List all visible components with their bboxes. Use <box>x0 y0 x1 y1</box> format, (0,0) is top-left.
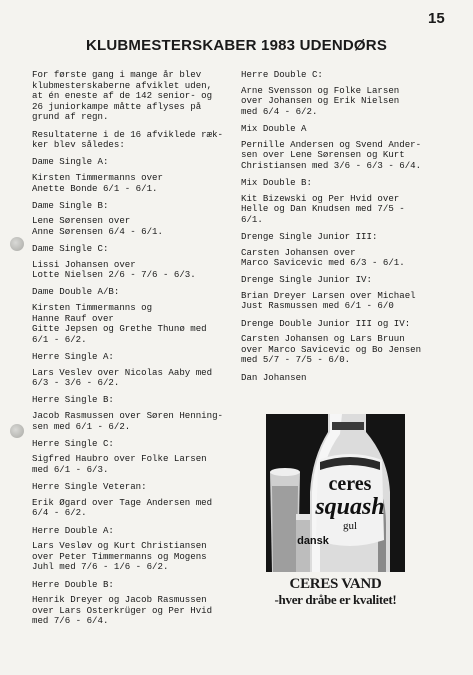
result-line: Juhl med 7/6 - 1/6 - 6/2. <box>32 561 169 573</box>
section-heading: Drenge Single Junior IV: <box>241 274 372 286</box>
result-line: Gitte Jepsen og Grethe Thunø med <box>32 323 207 335</box>
result-line: Jacob Rasmussen over Søren Henning- <box>32 410 223 421</box>
result-section <box>32 157 232 194</box>
result-line: Lotte Nielsen 2/6 - 7/6 - 6/3. <box>32 269 196 281</box>
result-line: over Lars Osterkrüger og Per Hvid <box>32 604 213 616</box>
result-line: Kit Bizewski og Per Hvid over <box>241 192 400 204</box>
ad-slogan-line2: -hver dråbe er kvalitet! <box>274 592 397 607</box>
section-heading: Herre Double C: <box>241 69 323 80</box>
result-line: Christiansen med 3/6 - 6/3 - 6/4. <box>241 159 422 171</box>
bottle-brand-sub: gul <box>342 520 358 532</box>
result-line: over Marco Savicevic og Bo Jensen <box>241 343 422 355</box>
result-section <box>32 287 232 345</box>
result-line: Hanne Rauf over <box>32 312 114 324</box>
result-line: 6/1 - 6/2. <box>32 333 87 345</box>
result-line: Pernille Andersen og Svend Ander- <box>241 138 422 150</box>
result-section <box>32 352 232 389</box>
result-line: med 6/4 - 6/2. <box>241 105 318 117</box>
result-line: Anette Bonde 6/1 - 6/1. <box>32 182 158 194</box>
text-line: Resultaterne i de 16 afviklede ræk- <box>32 128 223 140</box>
result-section <box>32 244 232 281</box>
intro-paragraph-2 <box>32 130 232 151</box>
section-heading: Dame Single A: <box>32 156 109 168</box>
result-line: Kirsten Timmermanns og <box>32 302 153 314</box>
result-line: Lars Veslev over Nicolas Aaby med <box>32 366 213 378</box>
result-line: Carsten Johansen over <box>241 246 356 258</box>
section-heading: Herre Single Veteran: <box>32 481 147 493</box>
right-column <box>241 70 441 390</box>
signature: Dan Johansen <box>241 371 307 383</box>
section-heading: Mix Double A <box>241 122 307 134</box>
left-results <box>32 157 232 627</box>
result-section <box>241 319 441 366</box>
text-line: For første gang i mange år blev <box>32 69 202 80</box>
result-line: Kirsten Timmermanns over <box>32 171 163 183</box>
result-section <box>241 178 441 225</box>
result-line: Just Rasmussen med 6/1 - 6/0 <box>241 300 394 312</box>
left-column <box>32 70 232 633</box>
result-line: Helle og Dan Knudsen med 7/5 - <box>241 203 405 215</box>
result-line: Lene Sørensen over <box>32 215 131 227</box>
result-section <box>32 439 232 476</box>
text-line: at én eneste af de 142 senior- og <box>32 90 213 102</box>
result-section <box>241 124 441 171</box>
result-line: Arne Svensson og Folke Larsen <box>241 84 400 96</box>
text-line: grund af regn. <box>32 111 109 123</box>
result-line: med 6/1 - 6/3. <box>32 463 109 475</box>
result-section <box>32 580 232 627</box>
text-line: klubmesterskaberne afviklet uden, <box>32 79 213 91</box>
section-heading: Herre Single B: <box>32 394 114 406</box>
result-line: med 7/6 - 6/4. <box>32 615 109 627</box>
section-heading: Herre Double B: <box>32 578 114 590</box>
text-line: ker blev således: <box>32 139 125 151</box>
intro-paragraph <box>32 70 232 123</box>
result-line: Anne Sørensen 6/4 - 6/1. <box>32 225 163 237</box>
section-heading: Drenge Double Junior III og IV: <box>241 317 411 329</box>
result-line: Marco Savicevic med 6/3 - 6/1. <box>241 257 405 269</box>
text-line: 26 juniorkampe måtte aflyses på <box>32 100 202 112</box>
result-line: over Johansen og Erik Nielsen <box>241 95 400 107</box>
result-line: Brian Dreyer Larsen over Michael <box>241 289 416 301</box>
result-section <box>32 395 232 432</box>
bottle-brand-top: ceres <box>328 473 372 495</box>
result-section <box>32 526 232 573</box>
section-heading: Herre Single C: <box>32 437 114 449</box>
bottle-brand-main: squash <box>315 494 385 520</box>
result-line: med 5/7 - 7/5 - 6/0. <box>241 354 351 366</box>
result-section <box>241 232 441 269</box>
punch-hole <box>10 424 24 438</box>
result-section <box>241 275 441 312</box>
result-section <box>241 70 441 117</box>
right-results <box>241 70 441 366</box>
result-line: sen med 6/1 - 6/2. <box>32 420 131 432</box>
ad-slogan-line1: CERES VAND <box>289 576 382 592</box>
page-title: KLUBMESTERSKABER 1983 UDENDØRS <box>85 37 388 54</box>
result-line: 6/4 - 6/2. <box>32 507 87 519</box>
result-line: 6/1. <box>241 213 263 225</box>
can-label: dansk <box>297 535 329 547</box>
page-number: 15 <box>428 10 445 27</box>
section-heading: Dame Single B: <box>32 199 109 211</box>
result-line: over Peter Timmermanns og Mogens <box>32 550 207 562</box>
result-line: sen over Lene Sørensen og Kurt <box>241 149 405 161</box>
section-heading: Herre Double A: <box>32 524 114 536</box>
result-line: 6/3 - 3/6 - 6/2. <box>32 377 120 389</box>
result-section <box>32 482 232 519</box>
advertisement-photo <box>266 414 405 572</box>
punch-hole <box>10 237 24 251</box>
section-heading: Herre Single A: <box>32 351 114 363</box>
section-heading: Dame Double A/B: <box>32 286 120 298</box>
section-heading: Mix Double B: <box>241 176 312 188</box>
result-line: Lissi Johansen over <box>32 258 136 270</box>
bottle-label <box>266 414 405 572</box>
section-heading: Dame Single C: <box>32 243 109 255</box>
result-line: Carsten Johansen og Lars Bruun <box>241 333 405 345</box>
result-line: Erik Øgard over Tage Andersen med <box>32 496 213 508</box>
result-section <box>32 201 232 238</box>
result-line: Sigfred Haubro over Folke Larsen <box>32 453 207 465</box>
result-line: Lars Vesløv og Kurt Christiansen <box>32 540 207 552</box>
section-heading: Drenge Single Junior III: <box>241 230 378 242</box>
result-line: Henrik Dreyer og Jacob Rasmussen <box>32 594 207 606</box>
